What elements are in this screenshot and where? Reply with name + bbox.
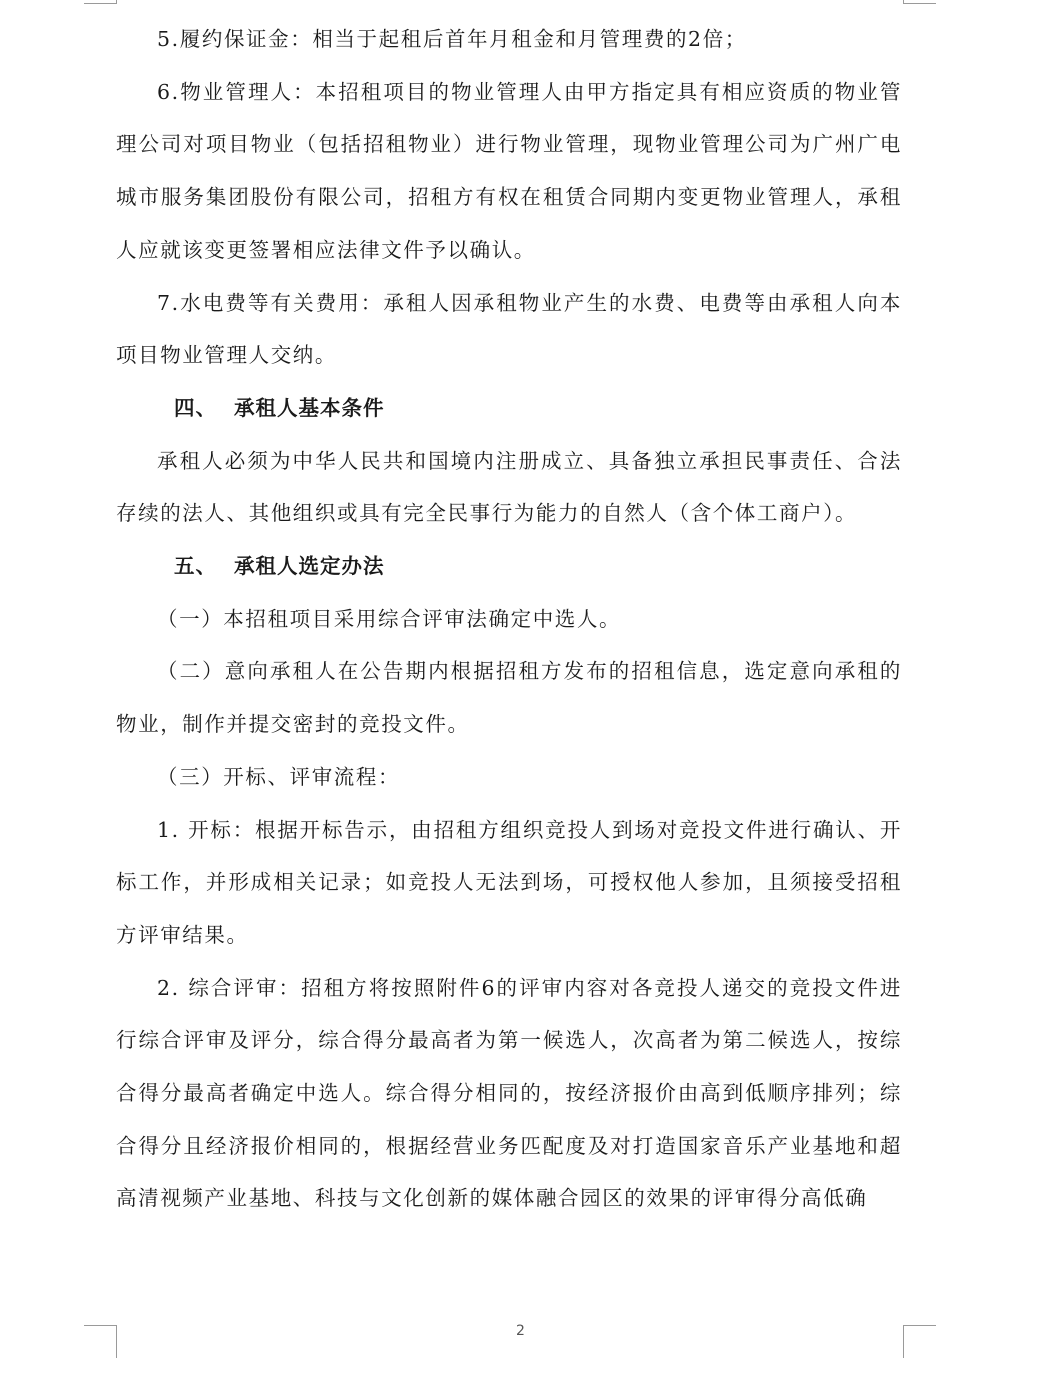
paragraph-selection-method: （一）本招租项目采用综合评审法确定中选人。 xyxy=(157,606,622,631)
paragraph-bid-opening: 1. 开标：根据开标告示，由招租方组织竞投人到场对竞投文件进行确认、开标工作，并形成相关记录；如竞投人无法到场，可授权他人参加，且须接受招租方评审结果。 xyxy=(116,817,902,947)
section-title: 承租人基本条件 xyxy=(234,395,385,420)
paragraph-comprehensive-review: 2. 综合评审：招租方将按照附件6的评审内容对各竞投人递交的竞投文件进行综合评审及评分，综合得分最高者为第一候选人，次高者为第二候选人，按综合得分最高者确定中选人。综合得分相同的，按经济报价由高到低顺序排列；综合得分且经济报价相同的，根据经营业务匹配度及对打造国家音乐产业基地和超高清视频产业基地、科技与文化创新的媒体融合园区的效果的评审得分高低确 xyxy=(116,975,902,1211)
paragraph-property-manager: 6.物业管理人：本招租项目的物业管理人由甲方指定具有相应资质的物业管理公司对项目物业（包括招租物业）进行物业管理，现物业管理公司为广州广电城市服务集团股份有限公司，招租方有权在租赁合同期内变更物业管理人，承租人应就该变更签署相应法律文件予以确认。 xyxy=(116,79,902,262)
paragraph-utility-fees: 7.水电费等有关费用：承租人因承租物业产生的水费、电费等由承租人向本项目物业管理人交纳。 xyxy=(116,290,902,368)
section-number: 四、 xyxy=(174,395,217,420)
paragraph-process-heading: （三）开标、评审流程： xyxy=(157,764,401,789)
paragraph-intended-lessee: （二）意向承租人在公告期内根据招租方发布的招租信息，选定意向承租的物业，制作并提交密封的竞投文件。 xyxy=(116,659,902,737)
paragraph-lessee-conditions: 承租人必须为中华人民共和国境内注册成立、具备独立承担民事责任、合法存续的法人、其他组织或具有完全民事行为能力的自然人（含个体工商户）。 xyxy=(116,448,902,526)
crop-mark-top-left xyxy=(84,0,117,4)
document-body xyxy=(116,13,902,1225)
crop-mark-top-right xyxy=(903,0,936,4)
section-heading-4 xyxy=(116,382,902,435)
page-number: 2 xyxy=(516,1323,525,1339)
section-title: 承租人选定办法 xyxy=(234,554,385,579)
section-number: 五、 xyxy=(174,554,217,579)
section-heading-5 xyxy=(116,540,902,593)
paragraph-performance-bond: 5.履约保证金：相当于起租后首年月租金和月管理费的2倍； xyxy=(157,27,747,51)
